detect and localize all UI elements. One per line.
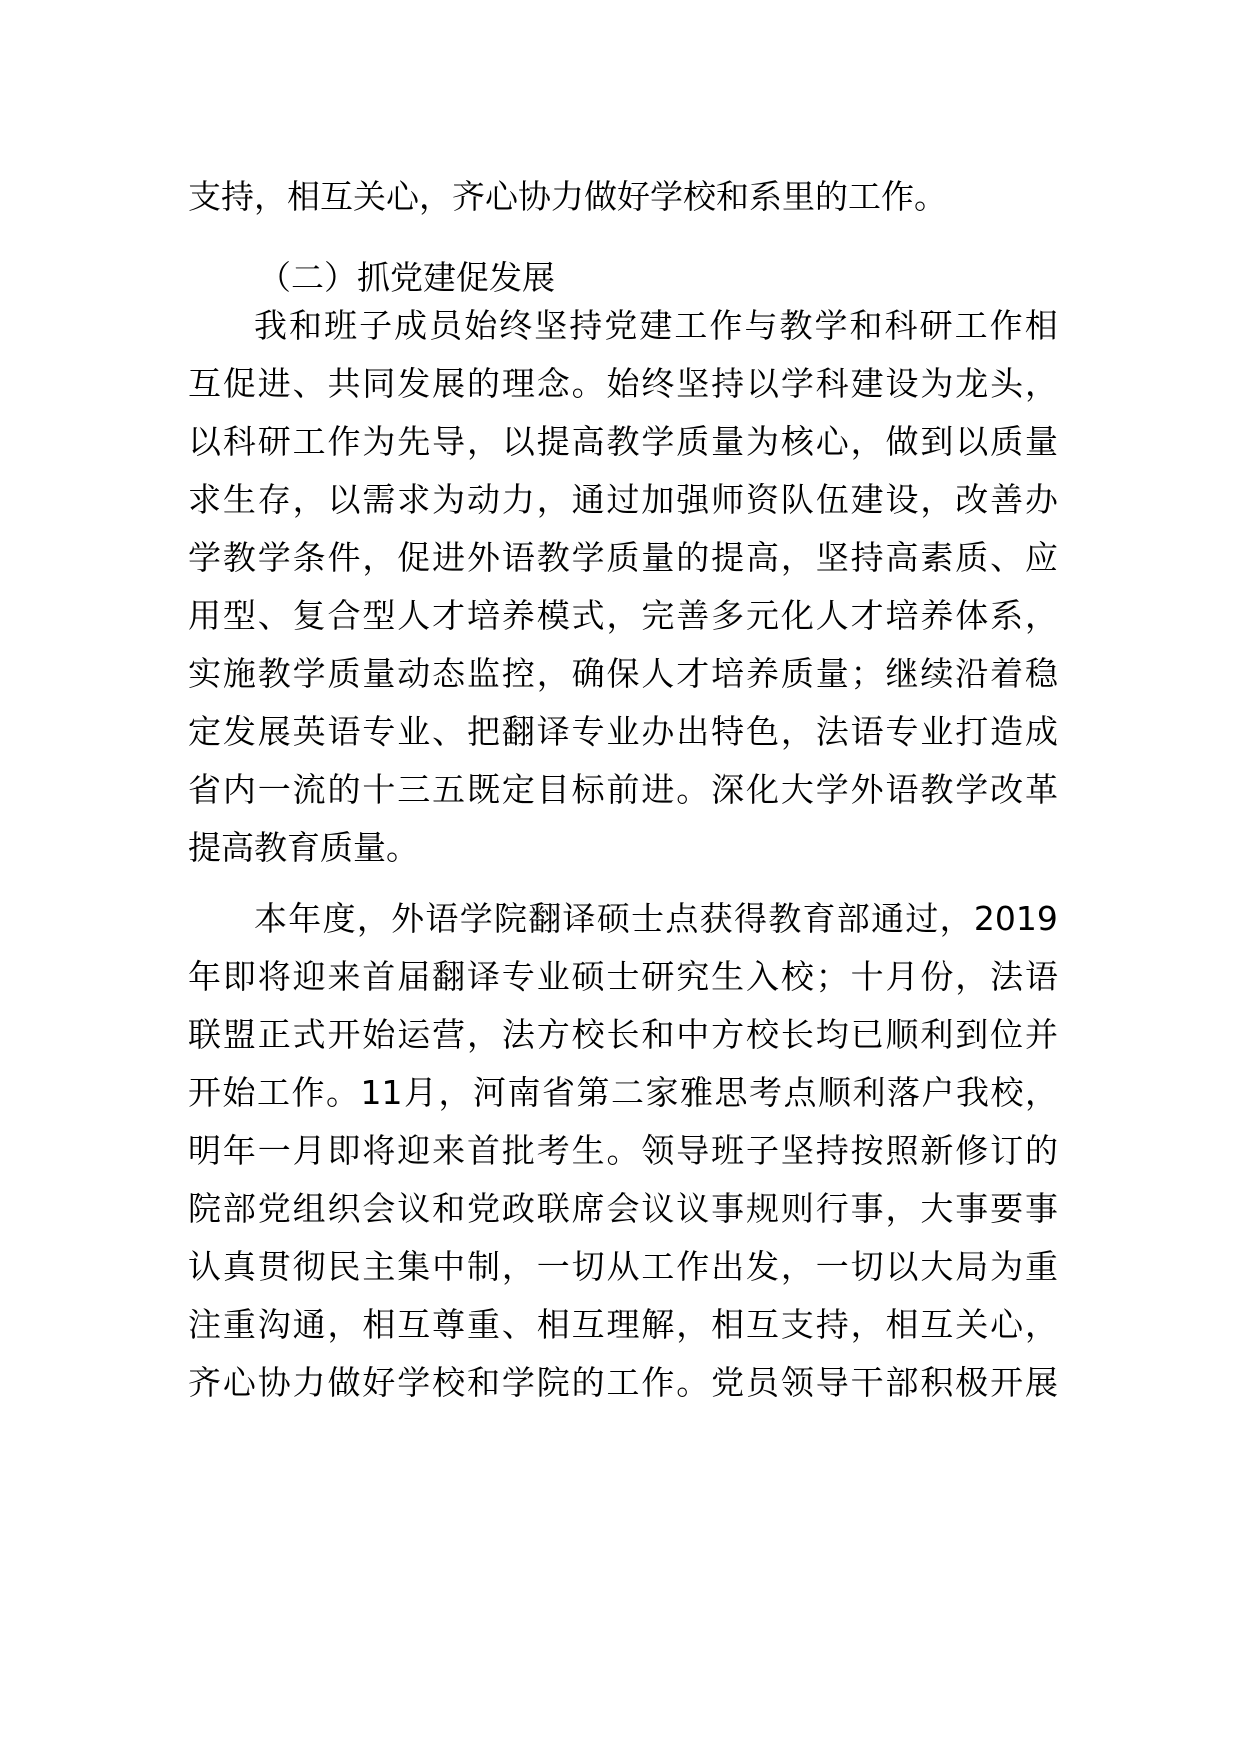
paragraph-line: 注 重 沟 通 ， 相 互 尊 重 、 相 互 理 解 ， 相 互 支 持 ， 相 互 关 心 ， (188, 1305, 1058, 1344)
paragraph-line: 学 教 学 条 件 ， 促 进 外 语 教 学 质 量 的 提 高 ， 坚 持 高 素 质 、 应 (188, 538, 1058, 577)
paragraph-line: 本 年 度 ， 外 语 学 院 翻 译 硕 士 点 获 得 教 育 部 通 过 ， 2019 (254, 899, 1058, 938)
paragraph-line: 认 真 贯 彻 民 主 集 中 制 ， 一 切 从 工 作 出 发 ， 一 切 以 大 局 为 重 (188, 1247, 1058, 1286)
section-heading: （二）抓党建促发展 (258, 258, 555, 297)
paragraph-line: 省 内 一 流 的 十 三 五 既 定 目 标 前 进 。 深 化 大 学 外 语 教 学 改 革 (188, 770, 1058, 809)
paragraph-line: 开 始 工 作 。 11 月 ， 河 南 省 第 二 家 雅 思 考 点 顺 利 落 户 我 校 ， (188, 1073, 1058, 1112)
paragraph-line: 年 即 将 迎 来 首 届 翻 译 专 业 硕 士 研 究 生 入 校 ； 十 月 份 ， 法 语 (188, 957, 1058, 996)
paragraph-line: 明 年 一 月 即 将 迎 来 首 批 考 生 。 领 导 班 子 坚 持 按 照 新 修 订 的 (188, 1131, 1058, 1170)
paragraph-line: 以 科 研 工 作 为 先 导 ， 以 提 高 教 学 质 量 为 核 心 ， 做 到 以 质 量 (188, 422, 1058, 461)
paragraph-line: 院 部 党 组 织 会 议 和 党 政 联 席 会 议 议 事 规 则 行 事 ， 大 事 要 事 (188, 1189, 1058, 1228)
paragraph-line: 支持，相互关心，齐心协力做好学校和系里的工作。 (188, 177, 947, 216)
paragraph-line: 用 型 、 复 合 型 人 才 培 养 模 式 ， 完 善 多 元 化 人 才 培 养 体 系 ， (188, 596, 1058, 635)
paragraph-line: 求 生 存 ， 以 需 求 为 动 力 ， 通 过 加 强 师 资 队 伍 建 设 ， 改 善 办 (188, 480, 1058, 519)
paragraph-line: 互 促 进 、 共 同 发 展 的 理 念 。 始 终 坚 持 以 学 科 建 设 为 龙 头 ， (188, 364, 1058, 403)
paragraph-line: 定 发 展 英 语 专 业 、 把 翻 译 专 业 办 出 特 色 ， 法 语 专 业 打 造 成 (188, 712, 1058, 751)
paragraph-line: 联 盟 正 式 开 始 运 营 ， 法 方 校 长 和 中 方 校 长 均 已 顺 利 到 位 并 (188, 1015, 1058, 1054)
paragraph-line: 提高教育质量。 (188, 828, 419, 867)
paragraph-line: 我 和 班 子 成 员 始 终 坚 持 党 建 工 作 与 教 学 和 科 研 工 作 相 (254, 306, 1058, 345)
paragraph-line: 齐 心 协 力 做 好 学 校 和 学 院 的 工 作 。 党 员 领 导 干 部 积 极 开 展 (188, 1363, 1058, 1402)
paragraph-line: 实 施 教 学 质 量 动 态 监 控 ， 确 保 人 才 培 养 质 量 ； 继 续 沿 着 稳 (188, 654, 1058, 693)
